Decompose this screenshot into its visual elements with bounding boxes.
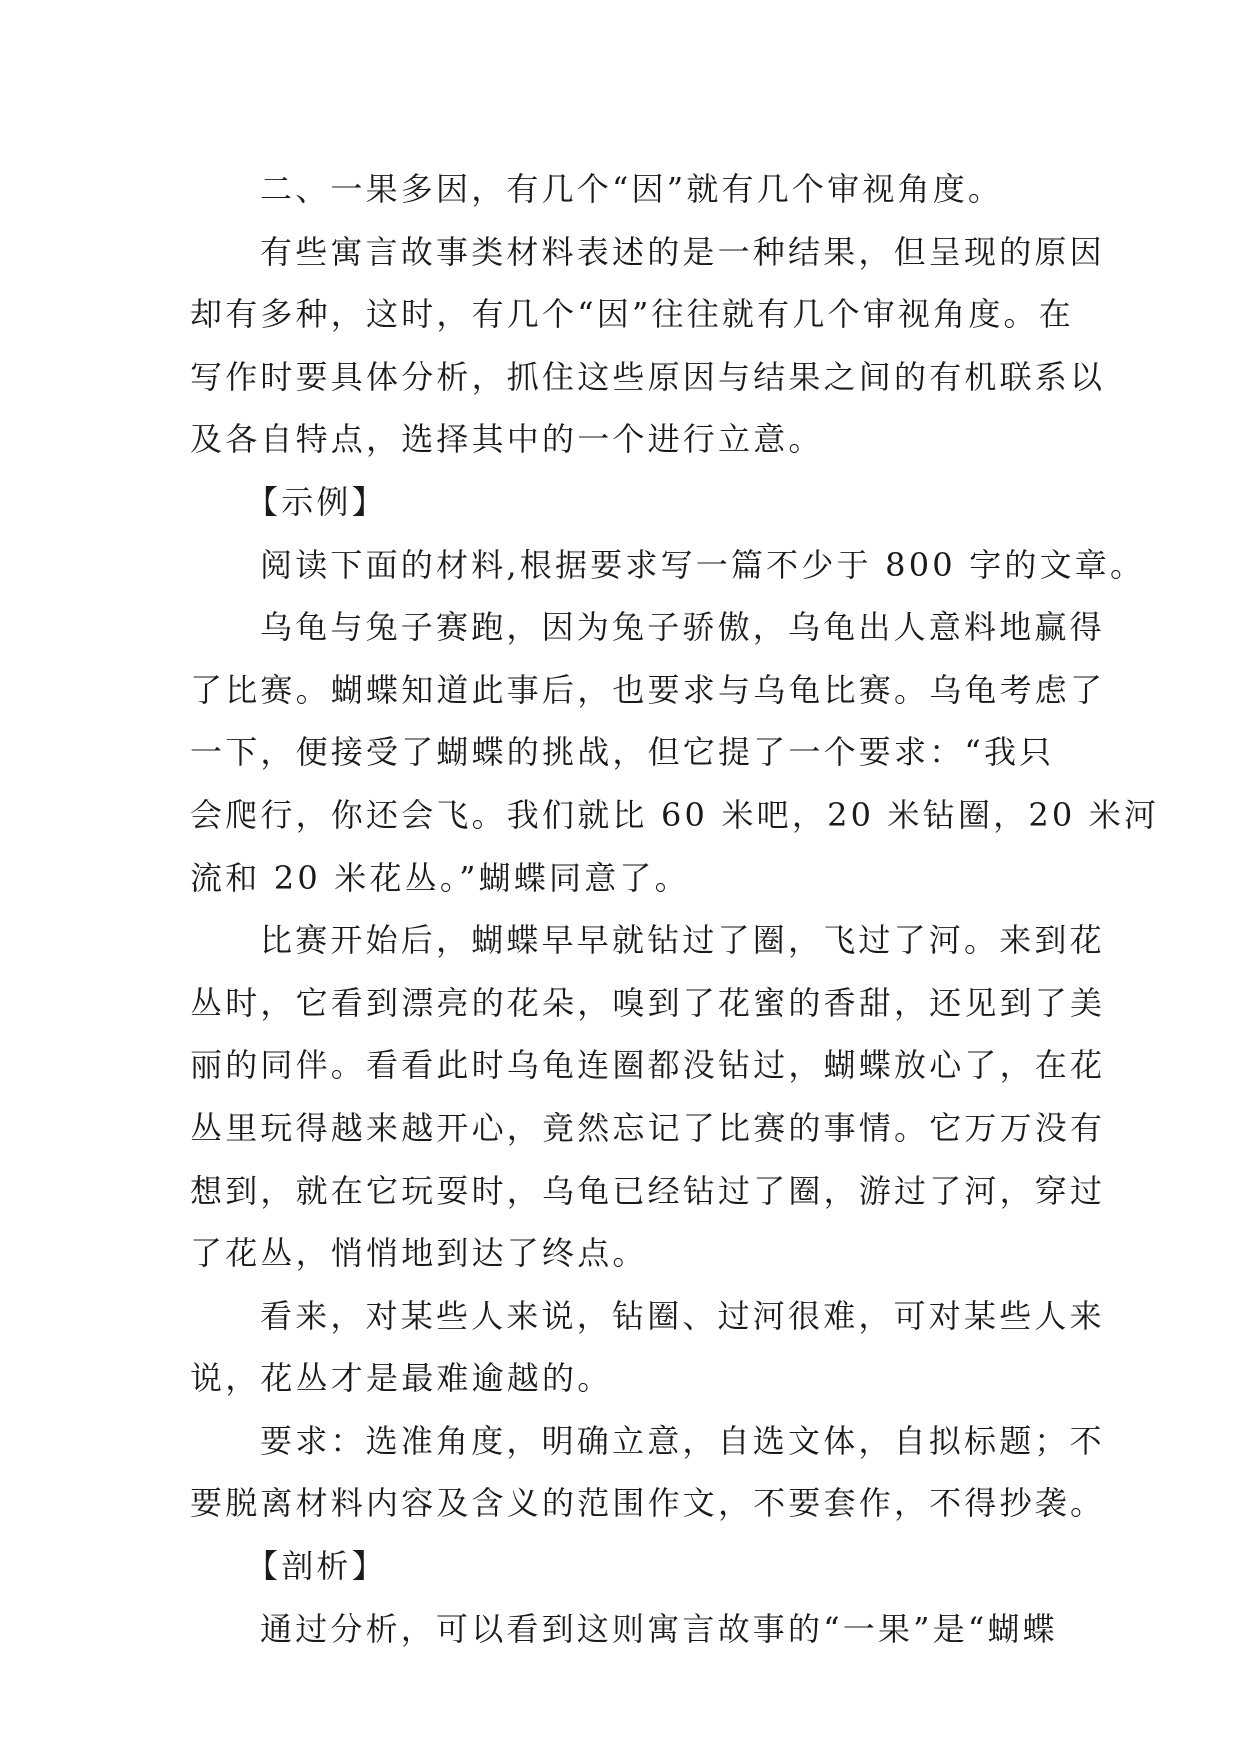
text-line: 要求：选准角度，明确立意，自选文体，自拟标题；不 [260, 1421, 1105, 1460]
analysis-label: 【剖析】 [246, 1547, 387, 1586]
text-line: 会爬行，你还会飞。我们就比 60 米吧，20 米钻圈，20 米河 [190, 795, 1160, 834]
text-line: 写作时要具体分析，抓住这些原因与结果之间的有机联系以 [190, 357, 1106, 396]
text-line: 乌龟与兔子赛跑，因为兔子骄傲，乌龟出人意料地赢得 [260, 608, 1105, 647]
text-line: 了比赛。蝴蝶知道此事后，也要求与乌龟比赛。乌龟考虑了 [190, 670, 1106, 709]
document-page [190, 158, 1160, 1660]
text-line: 比赛开始后，蝴蝶早早就钻过了圈，飞过了河。来到花 [260, 921, 1105, 960]
text-line: 有些寓言故事类材料表述的是一种结果，但呈现的原因 [260, 232, 1105, 271]
text-line: 丽的同伴。看看此时乌龟连圈都没钻过，蝴蝶放心了，在花 [190, 1046, 1106, 1085]
text-line: 看来，对某些人来说，钻圈、过河很难，可对某些人来 [260, 1296, 1105, 1335]
text-line: 却有多种，这时，有几个“因”往往就有几个审视角度。在 [190, 295, 1074, 334]
text-line: 说，花丛才是最难逾越的。 [190, 1359, 613, 1398]
text-line: 流和 20 米花丛。”蝴蝶同意了。 [190, 858, 690, 897]
text-line: 要脱离材料内容及含义的范围作文，不要套作，不得抄袭。 [190, 1484, 1106, 1523]
text-line: 通过分析，可以看到这则寓言故事的“一果”是“蝴蝶 [260, 1609, 1058, 1648]
text-line: 丛时，它看到漂亮的花朵，嗅到了花蜜的香甜，还见到了美 [190, 983, 1106, 1022]
text-line: 了花丛，悄悄地到达了终点。 [190, 1234, 648, 1273]
section-heading: 二、一果多因，有几个“因”就有几个审视角度。 [260, 170, 1004, 208]
text-line: 想到，就在它玩耍时，乌龟已经钻过了圈，游过了河，穿过 [190, 1171, 1106, 1210]
text-line: 丛里玩得越来越开心，竟然忘记了比赛的事情。它万万没有 [190, 1108, 1106, 1147]
text-line: 及各自特点，选择其中的一个进行立意。 [190, 420, 824, 459]
example-label: 【示例】 [246, 482, 387, 521]
text-line: 阅读下面的材料,根据要求写一篇不少于 800 字的文章。 [260, 545, 1146, 584]
text-line: 一下，便接受了蝴蝶的挑战，但它提了一个要求：“我只 [190, 733, 1055, 772]
